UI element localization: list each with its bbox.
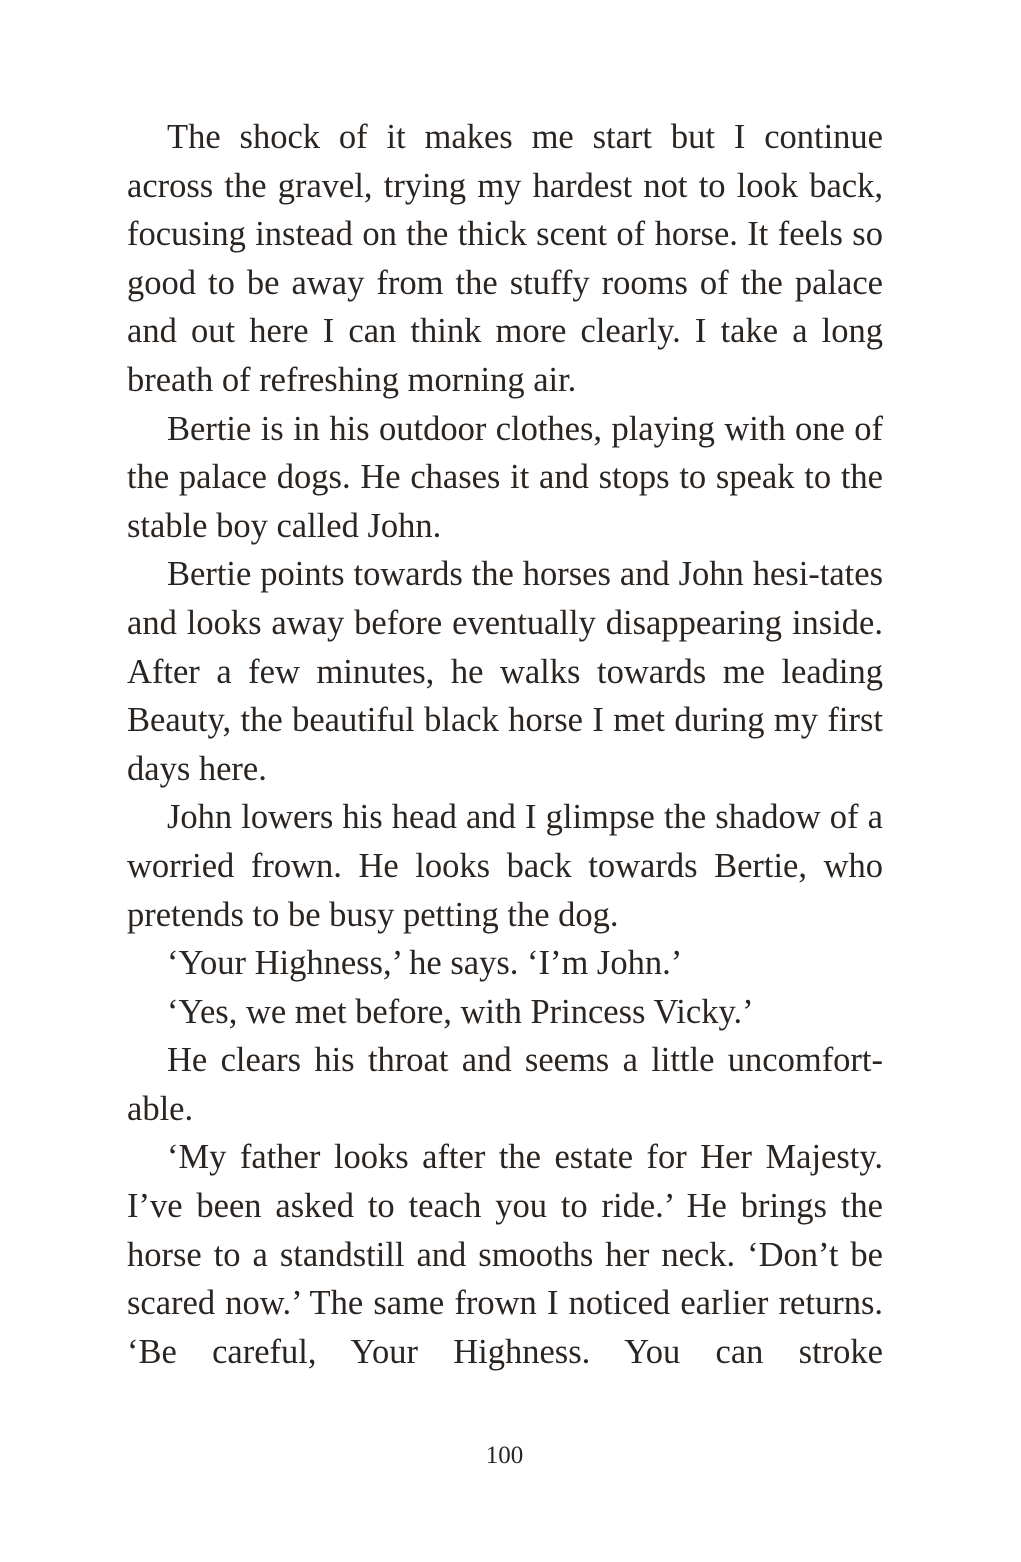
page-number: 100 (485, 1442, 524, 1469)
paragraph-8: ‘My father looks after the estate for Her Majesty. I’ve been asked to teach you to ride.’ He brings the horse to a standstill and smooths her neck. ‘Don’t be scared now.’ The same frown I noticed earlier returns. ‘Be careful, Your Highness. You can stroke (127, 1138, 883, 1371)
paragraph-4: John lowers his head and I glimpse the shadow of a worried frown. He looks back towards Bertie, who pretends to be busy petting the dog. (127, 798, 883, 934)
paragraph-7: He clears his throat and seems a little uncomfort-able. (127, 1041, 883, 1128)
paragraph-1: The shock of it makes me start but I continue across the gravel, trying my hardest not to look back, focusing instead on the thick scent of horse. It feels so good to be away from the stuffy rooms of the palace and out here I can think more clearly. I take a long breath of refreshing morning air. (127, 118, 883, 399)
paragraph-3: Bertie points towards the horses and John hesi-tates and looks away before eventually disappearing inside. After a few minutes, he walks towards me leading Beauty, the beautiful black horse I met during my first days here. (127, 555, 883, 788)
body-text (127, 113, 883, 1376)
paragraph-5: ‘Your Highness,’ he says. ‘I’m John.’ (167, 944, 683, 983)
paragraph-2: Bertie is in his outdoor clothes, playing with one of the palace dogs. He chases it and stops to speak to the stable boy called John. (127, 409, 883, 545)
paragraph-6: ‘Yes, we met before, with Princess Vicky.’ (167, 992, 754, 1031)
